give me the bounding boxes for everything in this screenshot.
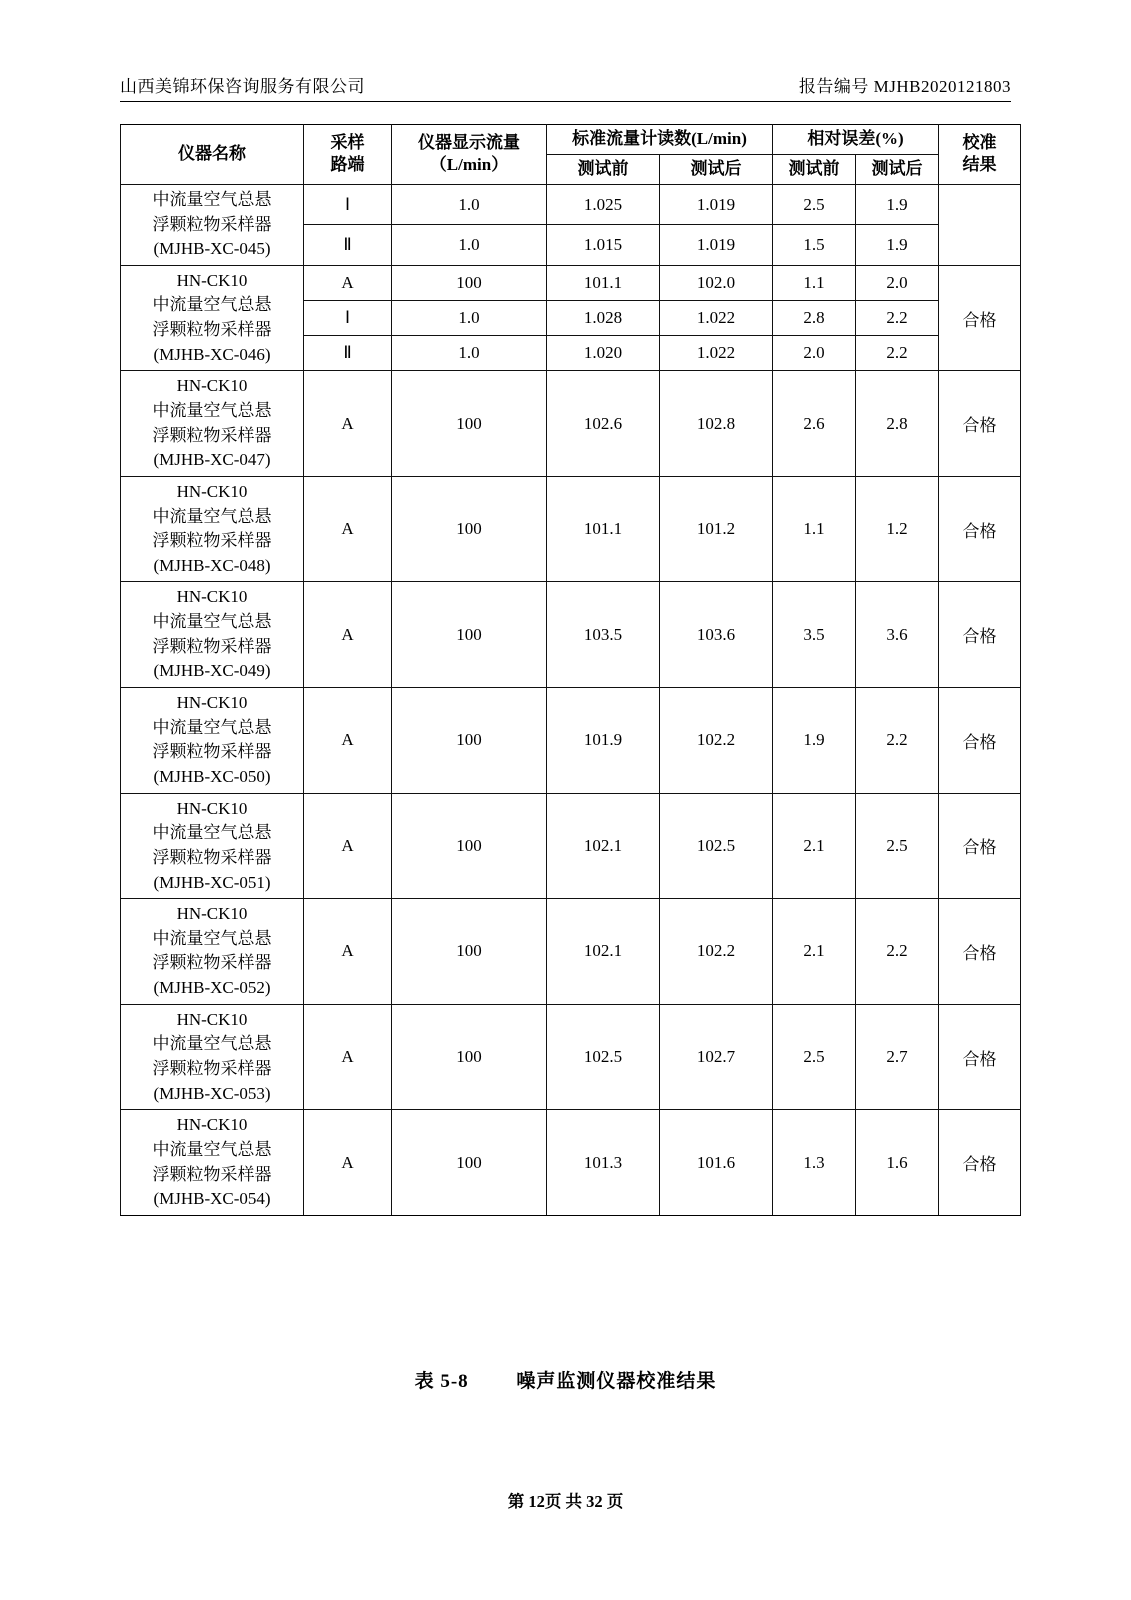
instrument-name-line: 浮颗粒物采样器 [152, 425, 272, 445]
std-after-cell: 101.6 [660, 1110, 773, 1216]
std-before-cell: 101.1 [547, 265, 660, 300]
calibration-result-cell: 合格 [939, 688, 1021, 794]
instrument-name-line: HN-CK10 [176, 798, 248, 818]
instrument-name-line: 浮颗粒物采样器 [152, 847, 272, 867]
sampling-path-cell: A [304, 899, 392, 1005]
th-sampling-path-line2: 路端 [330, 155, 365, 175]
calibration-result-cell: 合格 [939, 1110, 1021, 1216]
err-before-cell: 2.5 [773, 184, 856, 224]
instrument-name-cell [121, 899, 304, 1005]
instrument-name-line: 浮颗粒物采样器 [152, 214, 272, 234]
table-row [121, 1004, 1021, 1110]
err-before-cell: 2.0 [773, 336, 856, 371]
instrument-name-line: 中流量空气总悬 [152, 612, 272, 632]
err-before-cell: 2.8 [773, 300, 856, 335]
calibration-result-cell [939, 184, 1021, 265]
err-after-cell: 1.2 [856, 476, 939, 582]
std-before-cell: 101.3 [547, 1110, 660, 1216]
instrument-name-line: HN-CK10 [176, 376, 248, 396]
header-divider [120, 101, 1011, 102]
instrument-name-line: 中流量空气总悬 [152, 823, 272, 843]
report-number-value: MJHB2020121803 [873, 77, 1011, 96]
instrument-name-cell [121, 476, 304, 582]
err-after-cell: 1.9 [856, 225, 939, 265]
table-caption-text: 噪声监测仪器校准结果 [516, 1370, 717, 1392]
calibration-result-cell: 合格 [939, 265, 1021, 371]
sampling-path-cell: A [304, 476, 392, 582]
th-instrument-name: 仪器名称 [121, 125, 304, 185]
table-body [121, 184, 1021, 1215]
calibration-table [120, 124, 1021, 1216]
err-after-cell: 2.2 [856, 300, 939, 335]
std-after-cell: 102.7 [660, 1004, 773, 1110]
sampling-path-cell: A [304, 1004, 392, 1110]
calibration-result-cell: 合格 [939, 582, 1021, 688]
calibration-result-cell: 合格 [939, 371, 1021, 477]
instrument-name-cell [121, 1004, 304, 1110]
err-before-cell: 2.6 [773, 371, 856, 477]
th-std-after: 测试后 [660, 154, 773, 184]
th-sampling-path-line1: 采样 [330, 132, 365, 152]
std-after-cell: 102.5 [660, 793, 773, 899]
std-after-cell: 102.0 [660, 265, 773, 300]
instrument-name-line: 中流量空气总悬 [152, 401, 272, 420]
instrument-name-line: 中流量空气总悬 [152, 1139, 272, 1159]
std-before-cell: 1.020 [547, 336, 660, 371]
sampling-path-cell: Ⅰ [304, 300, 392, 335]
display-flow-cell: 1.0 [392, 184, 547, 224]
calibration-result-cell: 合格 [939, 476, 1021, 582]
instrument-name-line: HN-CK10 [176, 270, 248, 290]
instrument-name-line: (MJHB-XC-050) [153, 766, 271, 786]
th-display-flow [392, 125, 547, 185]
display-flow-cell: 100 [392, 1110, 547, 1216]
sampling-path-cell: A [304, 793, 392, 899]
display-flow-cell: 100 [392, 793, 547, 899]
std-after-cell: 102.2 [660, 899, 773, 1005]
std-before-cell: 1.015 [547, 225, 660, 265]
instrument-name-line: 浮颗粒物采样器 [152, 742, 272, 762]
th-standard-flow: 标准流量计读数(L/min) [547, 125, 773, 155]
err-before-cell: 1.1 [773, 265, 856, 300]
sampling-path-cell: A [304, 582, 392, 688]
std-after-cell: 1.019 [660, 225, 773, 265]
table-row [121, 265, 1021, 300]
display-flow-cell: 1.0 [392, 225, 547, 265]
std-before-cell: 1.028 [547, 300, 660, 335]
err-after-cell: 2.8 [856, 371, 939, 477]
table-row [121, 184, 1021, 224]
std-before-cell: 103.5 [547, 582, 660, 688]
display-flow-cell: 100 [392, 265, 547, 300]
instrument-name-line: 中流量空气总悬 [152, 189, 272, 209]
instrument-name-line: (MJHB-XC-048) [153, 555, 271, 575]
err-before-cell: 3.5 [773, 582, 856, 688]
company-name: 山西美锦环保咨询服务有限公司 [120, 77, 365, 96]
err-before-cell: 1.5 [773, 225, 856, 265]
instrument-name-line: 中流量空气总悬 [152, 928, 272, 948]
err-after-cell: 2.2 [856, 336, 939, 371]
instrument-name-line: 浮颗粒物采样器 [152, 1164, 272, 1184]
err-before-cell: 1.3 [773, 1110, 856, 1216]
calibration-result-cell: 合格 [939, 899, 1021, 1005]
table-row [121, 1110, 1021, 1216]
instrument-name-line: (MJHB-XC-045) [153, 239, 271, 259]
page-footer: 第 12页 共 32 页 [507, 1492, 624, 1511]
instrument-name-line: (MJHB-XC-054) [153, 1189, 271, 1209]
page-header [120, 0, 1011, 97]
std-after-cell: 102.2 [660, 688, 773, 794]
instrument-name-cell [121, 793, 304, 899]
instrument-name-line: (MJHB-XC-051) [153, 872, 271, 892]
std-before-cell: 102.1 [547, 793, 660, 899]
calibration-result-cell: 合格 [939, 1004, 1021, 1110]
calibration-result-cell: 合格 [939, 793, 1021, 899]
instrument-name-line: HN-CK10 [176, 587, 248, 607]
instrument-name-line: 中流量空气总悬 [152, 295, 272, 315]
std-before-cell: 102.6 [547, 371, 660, 477]
sampling-path-cell: A [304, 371, 392, 477]
sampling-path-cell: A [304, 265, 392, 300]
table-row [121, 688, 1021, 794]
std-after-cell: 1.019 [660, 184, 773, 224]
instrument-name-line: 浮颗粒物采样器 [152, 953, 272, 973]
err-before-cell: 2.5 [773, 1004, 856, 1110]
th-sampling-path [304, 125, 392, 185]
instrument-name-line: HN-CK10 [176, 904, 248, 924]
display-flow-cell: 1.0 [392, 336, 547, 371]
err-before-cell: 1.1 [773, 476, 856, 582]
instrument-name-cell [121, 582, 304, 688]
err-after-cell: 2.2 [856, 688, 939, 794]
instrument-name-line: (MJHB-XC-052) [153, 978, 271, 998]
instrument-name-line: (MJHB-XC-046) [153, 344, 271, 364]
err-after-cell: 2.2 [856, 899, 939, 1005]
err-before-cell: 1.9 [773, 688, 856, 794]
std-after-cell: 1.022 [660, 336, 773, 371]
std-after-cell: 103.6 [660, 582, 773, 688]
std-after-cell: 101.2 [660, 476, 773, 582]
instrument-name-line: 中流量空气总悬 [152, 1034, 272, 1054]
table-row [121, 793, 1021, 899]
display-flow-cell: 100 [392, 582, 547, 688]
std-after-cell: 1.022 [660, 300, 773, 335]
th-std-before: 测试前 [547, 154, 660, 184]
err-after-cell: 2.0 [856, 265, 939, 300]
instrument-name-cell [121, 265, 304, 371]
sampling-path-cell: Ⅱ [304, 225, 392, 265]
instrument-name-line: (MJHB-XC-049) [153, 661, 271, 681]
table-row [121, 371, 1021, 477]
table-header [121, 125, 1021, 185]
display-flow-cell: 100 [392, 688, 547, 794]
table-row [121, 582, 1021, 688]
err-after-cell: 1.6 [856, 1110, 939, 1216]
instrument-name-cell [121, 371, 304, 477]
instrument-name-line: HN-CK10 [176, 693, 248, 713]
instrument-name-line: 浮颗粒物采样器 [152, 636, 272, 656]
th-result [939, 125, 1021, 185]
instrument-name-line: (MJHB-XC-053) [153, 1083, 271, 1103]
display-flow-cell: 100 [392, 476, 547, 582]
instrument-name-line: 浮颗粒物采样器 [152, 320, 272, 340]
err-after-cell: 3.6 [856, 582, 939, 688]
table-header-row-1 [121, 125, 1021, 155]
err-after-cell: 2.7 [856, 1004, 939, 1110]
th-err-after: 测试后 [856, 154, 939, 184]
sampling-path-cell: A [304, 1110, 392, 1216]
display-flow-cell: 100 [392, 371, 547, 477]
err-after-cell: 2.5 [856, 793, 939, 899]
th-display-flow-line2: （L/min） [429, 155, 509, 175]
table-caption-number: 表 5-8 [414, 1370, 469, 1392]
table-row [121, 476, 1021, 582]
std-before-cell: 102.5 [547, 1004, 660, 1110]
display-flow-cell: 100 [392, 1004, 547, 1110]
display-flow-cell: 100 [392, 899, 547, 1005]
std-before-cell: 102.1 [547, 899, 660, 1005]
instrument-name-line: 浮颗粒物采样器 [152, 1059, 272, 1079]
report-number-label: 报告编号 [798, 77, 869, 96]
err-before-cell: 2.1 [773, 899, 856, 1005]
std-before-cell: 101.1 [547, 476, 660, 582]
table-caption [120, 1366, 1011, 1393]
sampling-path-cell: A [304, 688, 392, 794]
err-after-cell: 1.9 [856, 184, 939, 224]
th-relative-error: 相对误差(%) [773, 125, 939, 155]
display-flow-cell: 1.0 [392, 300, 547, 335]
std-before-cell: 1.025 [547, 184, 660, 224]
std-before-cell: 101.9 [547, 688, 660, 794]
instrument-name-line: 中流量空气总悬 [152, 717, 272, 737]
th-result-line1: 校准 [962, 132, 997, 152]
sampling-path-cell: Ⅱ [304, 336, 392, 371]
sampling-path-cell: Ⅰ [304, 184, 392, 224]
instrument-name-cell [121, 688, 304, 794]
instrument-name-line: 浮颗粒物采样器 [152, 531, 272, 551]
report-number [799, 72, 1011, 97]
th-err-before: 测试前 [773, 154, 856, 184]
table-row [121, 899, 1021, 1005]
th-display-flow-line1: 仪器显示流量 [418, 132, 520, 152]
instrument-name-line: (MJHB-XC-047) [153, 450, 271, 470]
std-after-cell: 102.8 [660, 371, 773, 477]
instrument-name-line: HN-CK10 [176, 1115, 248, 1135]
th-result-line2: 结果 [962, 155, 997, 175]
instrument-name-line: HN-CK10 [176, 1009, 248, 1029]
instrument-name-cell [121, 1110, 304, 1216]
instrument-name-cell [121, 184, 304, 265]
instrument-name-line: HN-CK10 [176, 481, 248, 501]
instrument-name-line: 中流量空气总悬 [152, 506, 272, 526]
err-before-cell: 2.1 [773, 793, 856, 899]
